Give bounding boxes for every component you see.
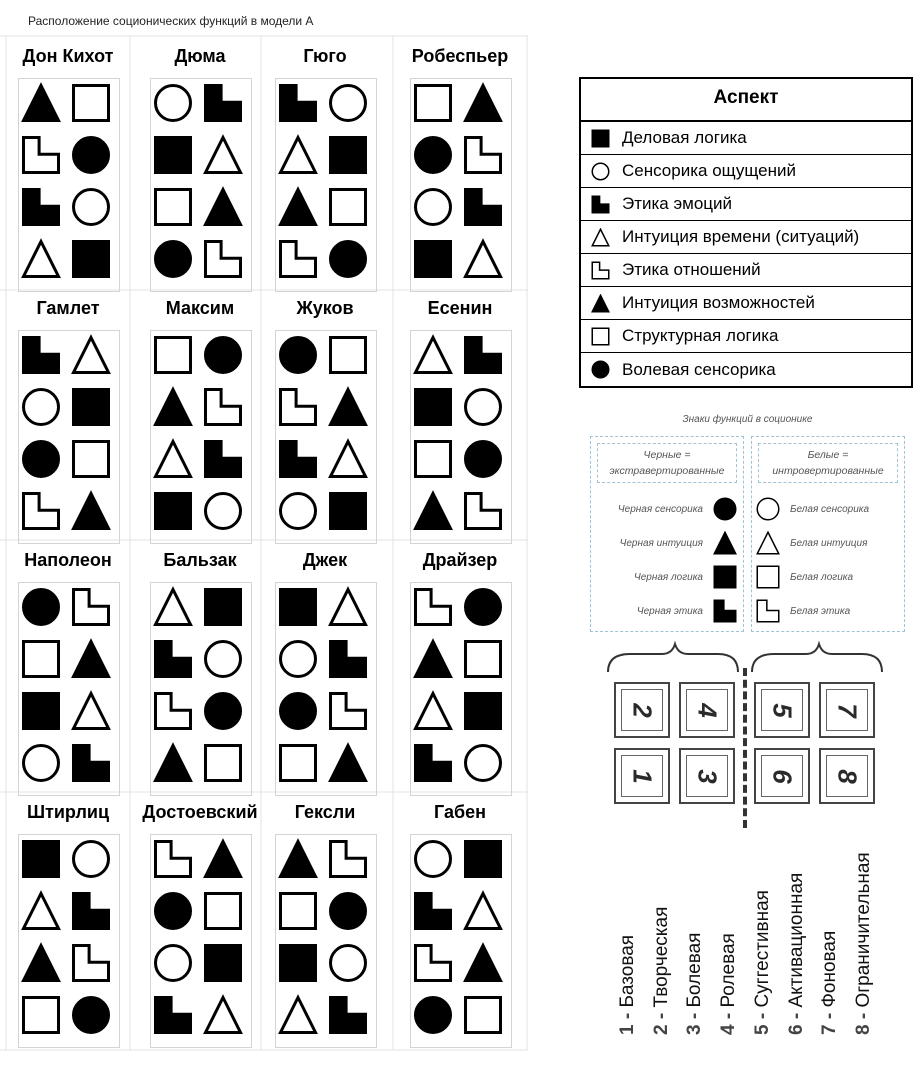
position-label-text: Ограничительная <box>853 852 874 1013</box>
filled-l-shape-icon <box>592 196 609 213</box>
filled-circle-icon <box>592 361 609 378</box>
aspect-label: Этика отношений <box>622 260 761 279</box>
sign-row <box>634 565 737 589</box>
type-card <box>8 46 128 296</box>
filled-circle-icon <box>466 442 501 477</box>
aspect-row <box>581 188 911 221</box>
outline-square-icon <box>591 327 610 346</box>
filled-square-icon <box>713 565 737 589</box>
outline-circle-icon <box>416 190 451 225</box>
filled-square-icon <box>206 946 241 981</box>
type-function-grid <box>150 582 252 796</box>
outline-triangle-icon <box>756 531 780 555</box>
outline-circle-icon <box>156 946 191 981</box>
filled-circle-icon <box>156 894 191 929</box>
outline-square-icon <box>756 565 780 589</box>
position-label <box>718 933 740 1035</box>
outline-l-shape-icon <box>24 494 59 529</box>
filled-circle-icon <box>156 242 191 277</box>
filled-circle-icon <box>74 998 109 1033</box>
position-number: 5 <box>767 702 798 718</box>
type-card <box>140 550 260 800</box>
filled-square-icon <box>156 494 191 529</box>
type-function-grid <box>150 330 252 544</box>
sign-row <box>618 497 737 521</box>
filled-l-shape-icon <box>206 442 241 477</box>
outline-square-icon <box>757 566 779 588</box>
sign-label: Белая интуиция <box>790 537 868 549</box>
filled-triangle-icon <box>714 532 736 554</box>
filled-circle-icon <box>591 360 610 379</box>
aspect-row <box>581 221 911 254</box>
filled-l-shape-icon <box>24 190 59 225</box>
type-name: Гамлет <box>36 298 100 318</box>
sign-row <box>756 497 869 521</box>
outline-triangle-icon <box>24 894 59 929</box>
position-label <box>684 933 706 1035</box>
outline-triangle-icon <box>757 532 779 554</box>
type-name: Гексли <box>294 802 356 822</box>
outline-triangle-icon <box>281 998 316 1033</box>
outline-square-icon <box>74 442 109 477</box>
outline-square-icon <box>466 642 501 677</box>
position-number-box <box>819 748 875 804</box>
type-card <box>265 298 385 548</box>
outline-circle-icon <box>466 746 501 781</box>
filled-l-shape-icon <box>466 338 501 373</box>
type-name: Драйзер <box>422 550 498 570</box>
filled-triangle-icon <box>331 746 366 781</box>
outline-triangle-icon <box>591 228 610 247</box>
outline-triangle-icon <box>281 138 316 173</box>
filled-circle-icon <box>206 338 241 373</box>
filled-circle-icon <box>281 338 316 373</box>
type-name: Достоевский <box>142 802 258 822</box>
position-number: 4 <box>692 702 723 718</box>
filled-circle-icon <box>281 694 316 729</box>
aspect-label: Структурная логика <box>622 326 779 345</box>
type-name: Есенин <box>427 298 493 318</box>
position-label-number: 8 - <box>853 1012 874 1035</box>
outline-circle-icon <box>74 842 109 877</box>
position-label <box>617 935 639 1035</box>
filled-l-shape-icon <box>331 998 366 1033</box>
position-label-text: Активационная <box>786 872 807 1013</box>
type-name: Джек <box>302 550 348 570</box>
position-label <box>786 873 808 1035</box>
position-label <box>651 907 673 1035</box>
filled-l-shape-icon <box>713 599 737 623</box>
type-function-grid <box>18 834 120 1048</box>
type-card <box>8 802 128 1052</box>
filled-triangle-icon <box>416 642 451 677</box>
outline-circle-icon <box>206 642 241 677</box>
filled-square-icon <box>156 138 191 173</box>
type-card <box>265 550 385 800</box>
filled-triangle-icon <box>206 190 241 225</box>
type-function-grid <box>410 582 512 796</box>
aspect-row <box>581 287 911 320</box>
filled-square-icon <box>74 390 109 425</box>
outline-triangle-icon <box>74 338 109 373</box>
outline-l-shape-icon <box>466 494 501 529</box>
filled-l-shape-icon <box>281 86 316 121</box>
outline-l-shape-icon <box>591 261 610 280</box>
outline-triangle-icon <box>466 242 501 277</box>
type-card <box>265 802 385 1052</box>
type-card <box>400 46 520 296</box>
outline-circle-icon <box>156 86 191 121</box>
outline-circle-icon <box>416 842 451 877</box>
outline-l-shape-icon <box>416 946 451 981</box>
filled-circle-icon <box>24 590 59 625</box>
type-name: Бальзак <box>163 550 237 570</box>
type-name: Дюма <box>174 46 226 66</box>
type-card <box>8 298 128 548</box>
outline-triangle-icon <box>156 442 191 477</box>
outline-triangle-icon <box>416 694 451 729</box>
type-function-grid <box>18 582 120 796</box>
outline-triangle-icon <box>74 694 109 729</box>
outline-square-icon <box>331 338 366 373</box>
outline-l-shape-icon <box>24 138 59 173</box>
outline-circle-icon <box>74 190 109 225</box>
position-number: 3 <box>692 768 723 784</box>
sign-row <box>620 531 737 555</box>
position-label-text: Болевая <box>684 932 705 1013</box>
type-function-grid <box>410 834 512 1048</box>
sign-row <box>756 599 850 623</box>
outline-l-shape-icon <box>206 390 241 425</box>
outline-triangle-icon <box>206 138 241 173</box>
filled-triangle-icon <box>281 190 316 225</box>
type-function-grid <box>18 330 120 544</box>
sign-row <box>637 599 737 623</box>
outline-l-shape-icon <box>74 590 109 625</box>
aspect-label: Волевая сенсорика <box>622 359 776 379</box>
type-name: Максим <box>165 298 235 318</box>
outline-l-shape-icon <box>331 842 366 877</box>
filled-triangle-icon <box>713 531 737 555</box>
outline-l-shape-icon <box>757 600 779 622</box>
outline-square-icon <box>416 442 451 477</box>
outline-circle-icon <box>331 86 366 121</box>
filled-square-icon <box>281 946 316 981</box>
outline-l-shape-icon <box>281 390 316 425</box>
outline-circle-icon <box>466 390 501 425</box>
black-head-line-2: экстравертированные <box>609 465 725 477</box>
signs-title: Знаки функций в соционике <box>682 414 813 425</box>
filled-triangle-icon <box>74 494 109 529</box>
position-divider <box>743 668 747 828</box>
filled-triangle-icon <box>592 295 609 312</box>
outline-triangle-icon <box>331 442 366 477</box>
filled-circle-icon <box>331 242 366 277</box>
filled-circle-icon <box>714 498 736 520</box>
filled-l-shape-icon <box>466 190 501 225</box>
aspect-row <box>581 155 911 188</box>
position-label-number: 4 - <box>718 1012 739 1035</box>
outline-square-icon <box>331 190 366 225</box>
type-name: Жуков <box>296 298 354 318</box>
filled-square-icon <box>74 242 109 277</box>
filled-l-shape-icon <box>281 442 316 477</box>
type-card <box>140 46 260 296</box>
outline-circle-icon <box>206 494 241 529</box>
outline-l-shape-icon <box>74 946 109 981</box>
position-label-text: Творческая <box>651 906 672 1013</box>
black-head-line-1: Черные = <box>643 449 691 461</box>
type-function-grid <box>18 78 120 292</box>
sign-label: Черная интуиция <box>619 537 703 549</box>
page-title: Расположение соционических функций в модели А <box>28 14 314 28</box>
outline-square-icon <box>466 998 501 1033</box>
type-name: Робеспьер <box>411 46 509 66</box>
filled-l-shape-icon <box>156 642 191 677</box>
position-number-box <box>754 748 810 804</box>
position-number-box <box>679 682 735 738</box>
outline-l-shape-icon <box>156 842 191 877</box>
type-function-grid <box>410 78 512 292</box>
aspect-label: Сенсорика ощущений <box>622 161 796 180</box>
filled-square-icon <box>714 566 736 588</box>
aspect-header: Аспект <box>581 79 911 122</box>
filled-l-shape-icon <box>206 86 241 121</box>
filled-square-icon <box>331 138 366 173</box>
filled-square-icon <box>416 242 451 277</box>
outline-l-shape-icon <box>206 242 241 277</box>
type-name: Гюго <box>303 46 347 66</box>
aspect-label: Деловая логика <box>622 128 747 147</box>
position-number: 7 <box>832 702 863 718</box>
filled-triangle-icon <box>466 86 501 121</box>
position-number-box <box>754 682 810 738</box>
position-label-text: Суггестивная <box>752 890 773 1013</box>
position-label-text: Фоновая <box>819 930 840 1013</box>
filled-triangle-icon <box>24 86 59 121</box>
position-number-box <box>614 748 670 804</box>
outline-square-icon <box>74 86 109 121</box>
outline-circle-icon <box>24 390 59 425</box>
filled-l-shape-icon <box>74 894 109 929</box>
type-card <box>140 802 260 1052</box>
type-name: Габен <box>434 802 486 822</box>
position-label-text: Ролевая <box>718 933 739 1013</box>
type-name: Наполеон <box>24 550 112 570</box>
filled-triangle-icon <box>74 642 109 677</box>
outline-l-shape-icon <box>592 262 609 279</box>
type-card <box>400 802 520 1052</box>
type-card <box>265 46 385 296</box>
outline-l-shape-icon <box>466 138 501 173</box>
outline-square-icon <box>156 190 191 225</box>
white-head-line-1: Белые = <box>807 449 849 461</box>
outline-circle-icon <box>24 746 59 781</box>
sign-label: Черная логика <box>633 571 703 583</box>
outline-square-icon <box>592 328 609 345</box>
type-card <box>8 550 128 800</box>
filled-triangle-icon <box>591 294 610 313</box>
filled-triangle-icon <box>24 946 59 981</box>
filled-l-shape-icon <box>24 338 59 373</box>
type-function-grid <box>410 330 512 544</box>
sign-label: Белая сенсорика <box>790 503 870 515</box>
filled-l-shape-icon <box>416 746 451 781</box>
type-function-grid <box>275 330 377 544</box>
filled-l-shape-icon <box>416 894 451 929</box>
sign-row <box>756 565 853 589</box>
filled-square-icon <box>592 130 609 147</box>
filled-square-icon <box>466 842 501 877</box>
type-name: Штирлиц <box>26 802 110 822</box>
position-number-box <box>819 682 875 738</box>
white-signs-header <box>758 443 898 483</box>
outline-circle-icon <box>331 946 366 981</box>
type-function-grid <box>275 582 377 796</box>
outline-square-icon <box>156 338 191 373</box>
position-label-number: 5 - <box>752 1012 773 1035</box>
outline-square-icon <box>206 746 241 781</box>
filled-l-shape-icon <box>74 746 109 781</box>
sign-label: Черная сенсорика <box>617 503 703 515</box>
outline-triangle-icon <box>416 338 451 373</box>
outline-square-icon <box>281 746 316 781</box>
filled-square-icon <box>331 494 366 529</box>
position-number: 2 <box>627 702 658 718</box>
filled-square-icon <box>466 694 501 729</box>
filled-circle-icon <box>416 998 451 1033</box>
aspect-legend-table <box>579 77 913 388</box>
type-function-grid <box>275 834 377 1048</box>
outline-circle-icon <box>756 497 780 521</box>
filled-triangle-icon <box>206 842 241 877</box>
outline-square-icon <box>206 894 241 929</box>
outline-l-shape-icon <box>416 590 451 625</box>
filled-square-icon <box>24 694 59 729</box>
outline-circle-icon <box>281 642 316 677</box>
sign-label: Белая логика <box>790 571 854 583</box>
position-number: 6 <box>767 768 798 784</box>
position-number: 8 <box>832 768 863 784</box>
filled-l-shape-icon <box>331 642 366 677</box>
outline-square-icon <box>24 998 59 1033</box>
aspect-row <box>581 320 911 353</box>
outline-l-shape-icon <box>331 694 366 729</box>
outline-triangle-icon <box>592 229 609 246</box>
filled-triangle-icon <box>156 746 191 781</box>
white-signs-panel <box>751 436 905 632</box>
sign-label: Черная этика <box>636 605 703 617</box>
white-head-line-2: интровертированные <box>772 465 884 477</box>
outline-l-shape-icon <box>156 694 191 729</box>
type-name: Дон Кихот <box>22 46 114 66</box>
position-label-number: 6 - <box>786 1012 807 1035</box>
outline-circle-icon <box>592 163 609 180</box>
outline-square-icon <box>24 642 59 677</box>
type-card <box>400 298 520 548</box>
filled-circle-icon <box>713 497 737 521</box>
position-label-number: 1 - <box>617 1012 638 1035</box>
aspect-label: Интуиция времени (ситуаций) <box>622 227 860 246</box>
type-function-grid <box>150 834 252 1048</box>
aspect-row <box>581 254 911 287</box>
position-label-number: 7 - <box>819 1012 840 1035</box>
aspect-row <box>581 353 911 386</box>
outline-square-icon <box>416 86 451 121</box>
filled-circle-icon <box>416 138 451 173</box>
filled-square-icon <box>591 129 610 148</box>
outline-square-icon <box>281 894 316 929</box>
sign-row <box>756 531 867 555</box>
outline-triangle-icon <box>206 998 241 1033</box>
outline-circle-icon <box>281 494 316 529</box>
position-label <box>752 890 774 1035</box>
black-signs-header <box>597 443 737 483</box>
filled-triangle-icon <box>416 494 451 529</box>
outline-triangle-icon <box>466 894 501 929</box>
outline-triangle-icon <box>156 590 191 625</box>
aspect-label: Интуиция возможностей <box>622 293 815 312</box>
type-function-grid <box>150 78 252 292</box>
outline-l-shape-icon <box>756 599 780 623</box>
type-function-grid <box>275 78 377 292</box>
filled-triangle-icon <box>156 390 191 425</box>
filled-circle-icon <box>74 138 109 173</box>
filled-square-icon <box>281 590 316 625</box>
outline-l-shape-icon <box>281 242 316 277</box>
aspect-row <box>581 122 911 155</box>
position-label-number: 3 - <box>684 1012 705 1035</box>
black-signs-panel <box>590 436 744 632</box>
filled-l-shape-icon <box>714 600 736 622</box>
position-number-box <box>614 682 670 738</box>
outline-circle-icon <box>757 498 779 520</box>
filled-l-shape-icon <box>591 195 610 214</box>
filled-square-icon <box>416 390 451 425</box>
position-label-number: 2 - <box>651 1012 672 1035</box>
filled-circle-icon <box>24 442 59 477</box>
filled-triangle-icon <box>281 842 316 877</box>
filled-circle-icon <box>206 694 241 729</box>
type-card <box>140 298 260 548</box>
sign-label: Белая этика <box>790 605 851 617</box>
aspect-label: Этика эмоций <box>622 194 733 213</box>
position-label <box>819 931 841 1035</box>
type-card <box>400 550 520 800</box>
filled-square-icon <box>24 842 59 877</box>
filled-circle-icon <box>466 590 501 625</box>
position-number: 1 <box>627 768 658 784</box>
filled-triangle-icon <box>466 946 501 981</box>
outline-triangle-icon <box>24 242 59 277</box>
filled-circle-icon <box>331 894 366 929</box>
filled-triangle-icon <box>331 390 366 425</box>
outline-triangle-icon <box>331 590 366 625</box>
position-label <box>853 852 875 1035</box>
position-label-text: Базовая <box>617 934 638 1013</box>
filled-l-shape-icon <box>156 998 191 1033</box>
position-number-box <box>679 748 735 804</box>
outline-circle-icon <box>591 162 610 181</box>
filled-square-icon <box>206 590 241 625</box>
